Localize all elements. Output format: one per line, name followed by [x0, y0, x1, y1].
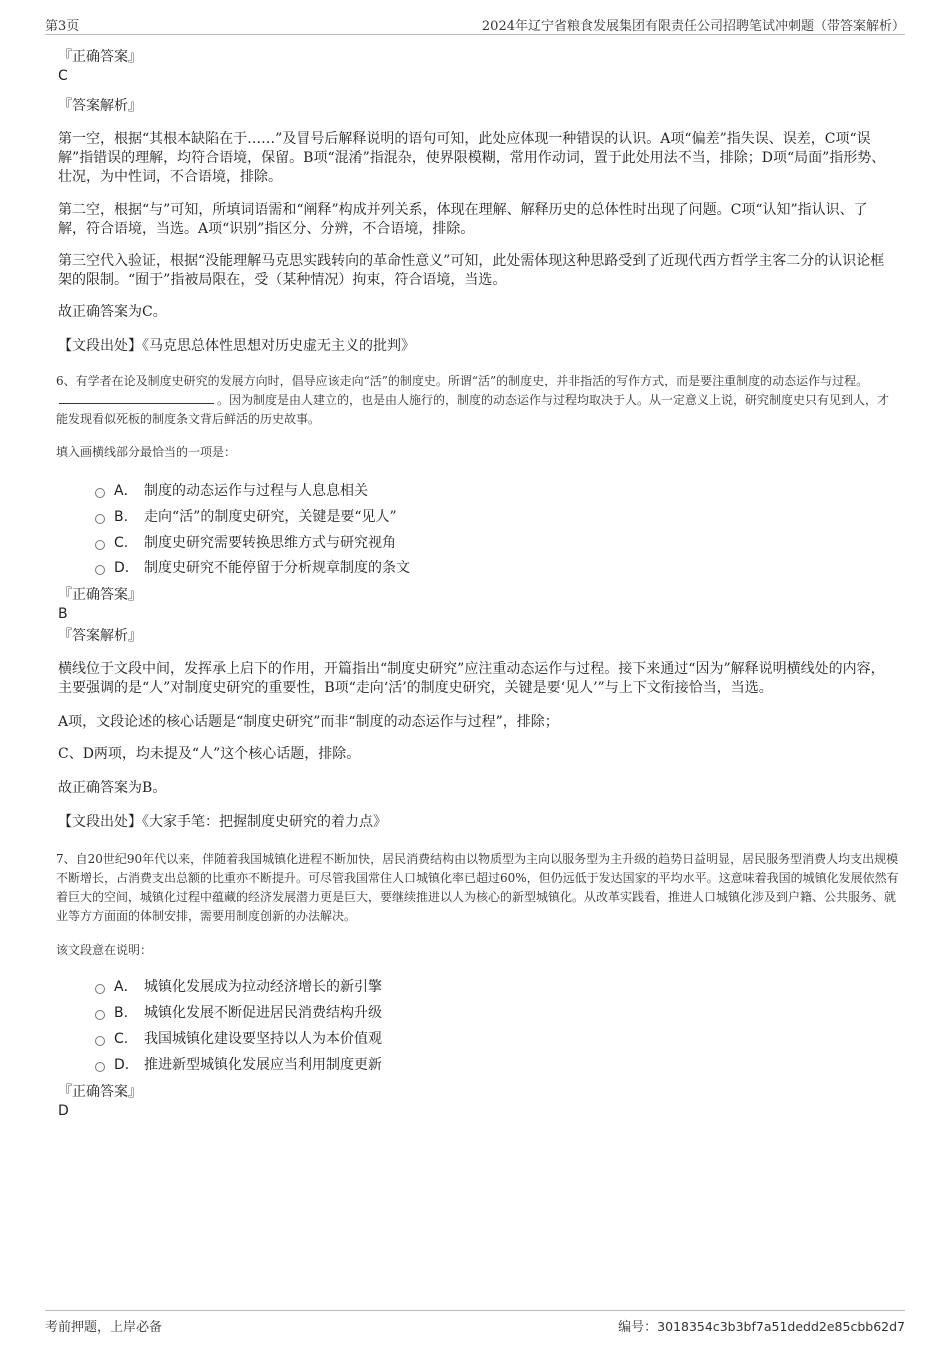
footer-slogan: 考前押题，上岸必备 [45, 1320, 163, 1335]
q6-option-d[interactable]: D. 制度史研究不能停留于分析规章制度的条文 [95, 558, 410, 578]
q6-stem-part2: 。因为制度是由人建立的，也是由人施行的，制度的动态运作与过程均取决于人。从一定意义上说，研究制度史只有见到人，才能发现看似死板的制度条文背后鲜活的历史故事。 [56, 393, 890, 426]
q7-answer-label: 『正确答案』 [58, 1084, 142, 1100]
radio-button-icon[interactable] [95, 514, 105, 524]
page-header [45, 12, 905, 35]
q7-answer: D [58, 1103, 69, 1119]
document-id [618, 1316, 905, 1335]
page-footer [45, 1310, 905, 1335]
radio-button-icon[interactable] [95, 488, 105, 498]
q6-source: 【文段出处】《大家手笔：把握制度史研究的着力点》 [58, 814, 387, 830]
q6-option-b[interactable]: B. 走向“活”的制度史研究，关键是要“见人” [95, 507, 397, 527]
q6-analysis-p1: 横线位于文段中间，发挥承上启下的作用，开篇指出“制度史研究”应注重动态运作与过程。接下来通过“因为”解释说明横线处的内容，主要强调的是“人”对制度史研究的重要性，B项“走向‘活’的制度史研究，关键是要‘见人’”与上下文衔接恰当，当选。 [58, 661, 885, 696]
radio-button-icon[interactable] [95, 540, 105, 550]
q5-conclusion: 故正确答案为C。 [58, 304, 167, 320]
document-id-value: 3018354c3b3bf7a51dedd2e85cbb62d7 [657, 1319, 905, 1334]
radio-button-icon[interactable] [95, 984, 105, 994]
q5-answer: C [58, 68, 68, 84]
q6-option-a[interactable]: A． 制度的动态运作与过程与人息息相关 [95, 481, 368, 501]
radio-button-icon[interactable] [95, 565, 105, 575]
q5-answer-label: 『正确答案』 [58, 49, 142, 65]
q6-analysis-label: 『答案解析』 [58, 628, 142, 644]
radio-button-icon[interactable] [95, 1036, 105, 1046]
q6-analysis-p3: C、D两项，均未提及“人”这个核心话题，排除。 [58, 746, 361, 762]
q6-option-c[interactable]: C. 制度史研究需要转换思维方式与研究视角 [95, 533, 396, 553]
radio-button-icon[interactable] [95, 1010, 105, 1020]
radio-button-icon[interactable] [95, 1062, 105, 1072]
q6-answer-label: 『正确答案』 [58, 587, 142, 603]
q5-source: 【文段出处】《马克思总体性思想对历史虚无主义的批判》 [58, 338, 415, 354]
q7-option-c[interactable]: C. 我国城镇化建设要坚持以人为本价值观 [95, 1029, 382, 1049]
q5-analysis-p2: 第二空，根据“与”可知，所填词语需和“阐释”构成并列关系，体现在理解、解释历史的总体性时出现了问题。C项“认知”指认识、了解，符合语境，当选。A项“识别”指区分、分辨，不合语境，排除。 [58, 202, 868, 237]
q7-option-a[interactable]: A． 城镇化发展成为拉动经济增长的新引擎 [95, 977, 382, 997]
page-number: 第3页 [45, 19, 80, 34]
document-title: 2024年辽宁省粮食发展集团有限责任公司招聘笔试冲刺题（带答案解析） [481, 19, 905, 34]
q6-prompt: 填入画横线部分最恰当的一项是： [56, 445, 237, 459]
q6-answer: B [58, 606, 68, 622]
q6-stem [56, 372, 900, 429]
q5-analysis-p1: 第一空，根据“其根本缺陷在于……”及冒号后解释说明的语句可知，此处应体现一种错误的认识。A项“偏差”指失误、误差，C项“误解”指错误的理解，均符合语境，保留。B项“混淆”指混杂，使界限模糊，常用作动词，置于此处用法不当，排除；D项“局面”指形势、壮况，为中性词，不合语境，排除。 [58, 131, 886, 185]
q6-stem-part1: 6、有学者在论及制度史研究的发展方向时，倡导应该走向“活”的制度史。所谓“活”的制度史，并非指活的写作方式，而是要注重制度的动态运作与过程。 [56, 374, 869, 388]
q5-analysis-label: 『答案解析』 [58, 98, 142, 114]
q6-analysis-p2: A项，文段论述的核心话题是“制度史研究”而非“制度的动态运作与过程”，排除； [58, 714, 559, 730]
fill-blank [59, 391, 214, 404]
q7-prompt: 该文段意在说明： [56, 943, 153, 957]
q5-analysis-p3: 第三空代入验证，根据“没能理解马克思实践转向的革命性意义”可知，此处需体现这种思路受到了近现代西方哲学主客二分的认识论框架的限制。“囿于”指被局限在，受（某种情况）拘束，符合语境，当选。 [58, 253, 885, 288]
q7-option-b[interactable]: B. 城镇化发展不断促进居民消费结构升级 [95, 1003, 382, 1023]
document-id-label: 编号： [618, 1320, 658, 1335]
q6-conclusion: 故正确答案为B。 [58, 780, 167, 796]
q7-option-d[interactable]: D. 推进新型城镇化发展应当利用制度更新 [95, 1055, 382, 1075]
q7-stem: 7、自20世纪90年代以来，伴随着我国城镇化进程不断加快，居民消费结构由以物质型为主向以服务型为主升级的趋势日益明显，居民服务型消费人均支出规模不断增长，占消费支出总额的比重亦不断提升。可尽管我国常住人口城镇化率已超过60%，但仍远低于发达国家的平均水平。这意味着我国的城镇化发展依然有着巨大的空间，城镇化过程中蕴藏的经济发展潜力更是巨大，要继续推进以人为核心的新型城镇化。从改革实践看，推进人口城镇化涉及到户籍、公共服务、就业等方方面面的体制安排，需要用制度创新的办法解决。 [56, 852, 899, 923]
